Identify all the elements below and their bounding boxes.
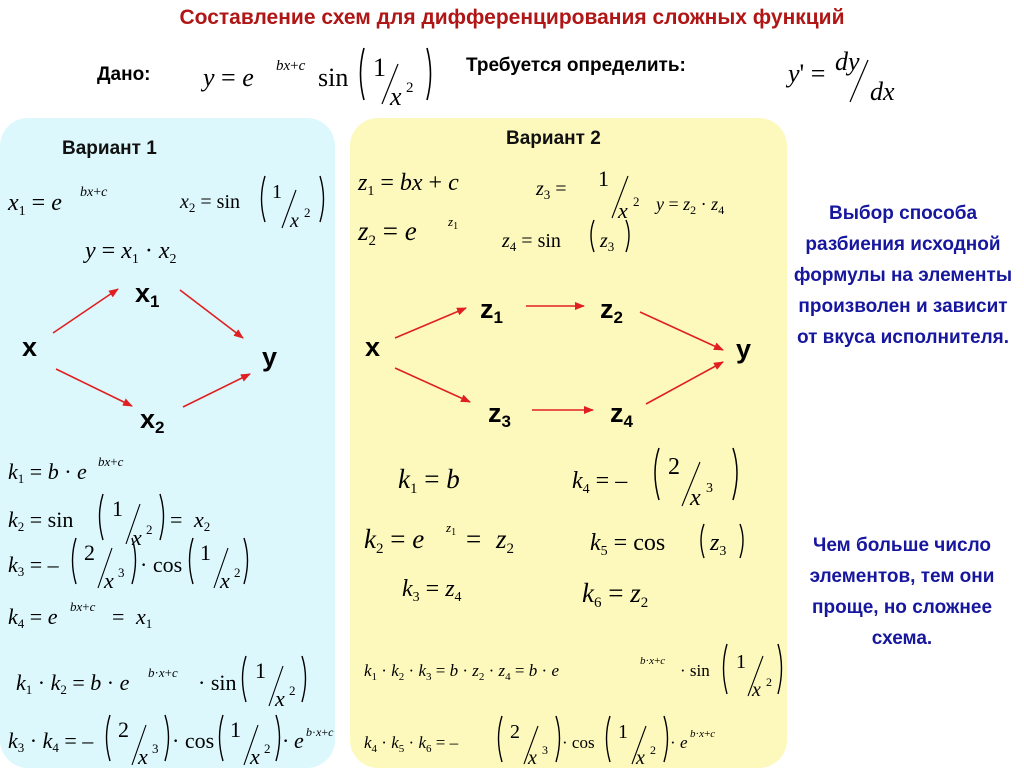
v1-node-x2: $x_2$: [140, 404, 165, 437]
variant-1-title: Вариант 1: [62, 138, 157, 159]
svg-text:sin: sin: [318, 63, 349, 92]
svg-text:k3 = z4: $k_3 = z_4$: [402, 576, 462, 605]
svg-text:2: 2: [668, 454, 680, 480]
svg-text:y = x1 · x2: $y = x_1 \cdot x_2$: [85, 238, 177, 267]
svg-text:bx+c: bx+c: [80, 185, 108, 200]
svg-text:b·x+c: b·x+c: [306, 725, 334, 739]
svg-text:1: 1: [255, 658, 266, 683]
svg-text:3: 3: [118, 565, 125, 580]
v2-node-z4: $z_4$: [610, 398, 633, 431]
svg-text:2: 2: [766, 675, 772, 689]
svg-text:k1 · k2 · k3 = b · z2 · z4 = b: $k_1 \cdot k_2 \cdot k_3 = b \cdot z_2 \cdot z_4 = b \cdot e$: [364, 661, 559, 683]
svg-text:x: x: [752, 679, 761, 701]
svg-text:k2 = e: k2 = e: [364, 524, 425, 557]
v2-derivatives: [364, 448, 782, 768]
v1-derivatives: [8, 454, 334, 768]
svg-text:dy: dy: [835, 47, 860, 76]
svg-text:y = z2 · z4: $y = z_2 \cdot z_4$: [656, 194, 725, 217]
svg-text:3: 3: [152, 741, 159, 756]
svg-text:k3 = –: k3 = –: [8, 552, 59, 579]
svg-text:z4 = sin: $z_4 = \sin$: [502, 230, 561, 254]
svg-text:· sin: · sin: [680, 661, 710, 680]
svg-text:x: x: [690, 485, 701, 511]
v1-arrows: [53, 289, 250, 407]
svg-text:x: x: [528, 747, 537, 768]
svg-text:2: 2: [234, 565, 241, 580]
svg-text:1: 1: [373, 53, 386, 82]
svg-text:x: x: [618, 198, 628, 223]
svg-text:x2 = sin: $x_2 = \sin$: [180, 191, 241, 215]
svg-text:bx+c: bx+c: [70, 599, 96, 614]
svg-text:2: 2: [84, 540, 95, 565]
svg-text:x2: x2: [194, 507, 211, 534]
svg-text:x: x: [132, 525, 142, 550]
svg-text:y = e: y = e: [203, 63, 254, 92]
v2-node-z3: $z_3$: [488, 398, 511, 431]
svg-text:2: 2: [510, 721, 520, 743]
svg-text:2: 2: [118, 717, 129, 742]
svg-text:=: =: [170, 507, 183, 532]
svg-text:2: 2: [633, 194, 640, 209]
svg-text:k4 = –: $k_4$ = –: [572, 468, 628, 497]
svg-text:k1 = b: k1 = b: [398, 464, 460, 497]
svg-text:k3 · k4 = –: k3 · k4 = –: [8, 728, 94, 755]
page-title: Составление схем для дифференцирования сложных функций: [179, 6, 845, 29]
note-more-elements: Чем больше число элементов, тем они проще, но сложнее схема.: [809, 535, 995, 649]
svg-text:bx+c: bx+c: [276, 58, 306, 74]
svg-text:z1 = bx + c: $z_1$ = bx + c: [358, 170, 459, 199]
svg-text:=: =: [466, 524, 482, 554]
v1-node-x: x: [22, 332, 38, 362]
svg-text:x: x: [138, 744, 148, 768]
svg-text:k5 = cos: $k_5 = \cos$: [590, 530, 666, 559]
svg-text:·: ·: [282, 728, 290, 753]
svg-text:z2: z2: [496, 524, 515, 557]
svg-text:dx: dx: [870, 77, 895, 106]
svg-text:1: 1: [200, 540, 211, 565]
v2-node-y: y: [736, 334, 752, 364]
svg-text:x: x: [250, 744, 260, 768]
v1-node-y: y: [262, 342, 278, 372]
svg-text:x: x: [275, 686, 285, 711]
v2-node-z1: $z_1$: [480, 294, 503, 327]
v2-definitions: [357, 166, 724, 254]
v2-node-z2: $z_2$: [600, 294, 623, 327]
v1-node-x1: $x_1$: [135, 278, 160, 311]
svg-text:y' =: y' =: [788, 59, 826, 88]
svg-text:2: 2: [650, 743, 656, 757]
svg-text:e: e: [294, 728, 304, 753]
given-label: Дано:: [97, 64, 151, 85]
svg-text:x: x: [390, 82, 402, 111]
note-arbitrary-split: Выбор способа разбиения исходной формулы на элементы произволен и зависит от вкуса исполнителя.: [793, 203, 1013, 348]
v1-definitions: [7, 176, 324, 267]
svg-text:b·x+c: b·x+c: [640, 655, 666, 667]
given-formula: [200, 48, 431, 111]
svg-text:k1 · k2 = b · e: k1 · k2 = b · e: [16, 670, 130, 697]
svg-text:x: x: [636, 747, 645, 768]
svg-text:2: 2: [146, 522, 153, 537]
svg-text:1: 1: [272, 181, 282, 203]
svg-text:x1: x1: [136, 604, 153, 631]
svg-text:k6 = z2: k6 = z2: [582, 578, 649, 611]
svg-text:2: 2: [406, 80, 414, 96]
svg-text:· cos: · cos: [140, 552, 183, 577]
v2-node-x: x: [365, 332, 381, 362]
svg-text:bx+c: bx+c: [98, 454, 124, 469]
svg-text:k1 = b · e: k1 = b · e: [8, 459, 87, 486]
svg-text:· cos: · cos: [562, 733, 595, 752]
svg-text:=: =: [112, 604, 125, 629]
svg-text:b·x+c: b·x+c: [690, 728, 716, 740]
svg-text:z1: $z_1$: [448, 214, 459, 232]
required-label: Требуется определить:: [466, 55, 686, 76]
svg-text:z3: $z_3$: [600, 230, 615, 254]
svg-text:· cos: · cos: [172, 728, 215, 753]
svg-text:z3: $z_3$: [710, 530, 727, 559]
svg-text:z1: $z_1$: [446, 520, 457, 538]
svg-text:z2 = e: z2 = e: [358, 216, 417, 249]
svg-text:3: 3: [542, 743, 548, 757]
svg-text:x: x: [220, 568, 230, 593]
svg-text:e: e: [680, 733, 688, 752]
svg-text:z3 =: $z_3$ =: [536, 178, 567, 202]
svg-text:k2 = sin: k2 = sin: [8, 507, 74, 534]
svg-text:2: 2: [304, 205, 311, 220]
svg-text:· sin: · sin: [198, 670, 237, 695]
v2-arrows: [395, 306, 723, 410]
svg-text:2: 2: [289, 683, 296, 698]
svg-text:3: 3: [706, 481, 713, 496]
svg-text:x: x: [104, 568, 114, 593]
svg-text:k4 = e: k4 = e: [8, 604, 58, 631]
svg-text:x1 = e: $x_1 = e$: [8, 190, 62, 219]
svg-text:2: 2: [264, 741, 271, 756]
svg-text:x: x: [290, 210, 299, 232]
variant-2-title: Вариант 2: [506, 128, 601, 149]
svg-text:k4 · k5 · k6 = –: $k_4 \cdot k_5 \cdot k_6$ = –: [364, 733, 459, 755]
required-formula: [785, 47, 895, 106]
svg-text:1: 1: [112, 496, 123, 521]
svg-text:1: 1: [618, 721, 628, 743]
svg-text:·: ·: [670, 733, 676, 752]
svg-text:1: 1: [230, 717, 241, 742]
svg-text:1: 1: [736, 651, 746, 673]
svg-text:b·x+c: b·x+c: [148, 665, 178, 680]
svg-text:1: 1: [598, 166, 609, 191]
